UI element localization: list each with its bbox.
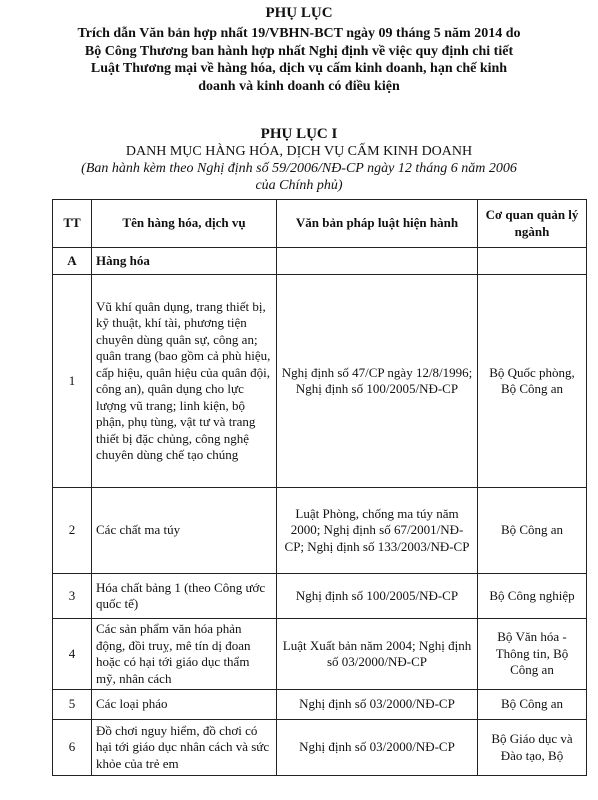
row-law: Luật Phòng, chống ma túy năm 2000; Nghị định số 67/2001/NĐ-CP; Nghị định số 133/2003/NĐ-CP	[277, 488, 478, 574]
issuance-note	[60, 160, 538, 194]
row-agency: Bộ Văn hóa - Thông tin, Bộ Công an	[478, 619, 587, 690]
table-row	[53, 574, 587, 619]
header-law: Văn bản pháp luật hiện hành	[277, 200, 478, 248]
appendix-title: PHỤ LỤC I	[260, 126, 338, 142]
row-law: Nghị định số 03/2000/NĐ-CP	[277, 720, 478, 776]
header-tt: TT	[53, 200, 92, 248]
row-name: Vũ khí quân dụng, trang thiết bị, kỹ thuật, khí tài, phương tiện chuyên dùng quân sự, công an; quân trang (bao gồm cả phù hiệu, cấp hiệu, quân hiệu của quân đội, công an), quân dụng cho lực lượng vũ trang; linh kiện, bộ phận, phụ tùng, vật tư và trang thiết bị đặc chủng, công nghệ chuyên dùng chế tạo chúng	[92, 275, 277, 488]
row-law: Nghị định số 100/2005/NĐ-CP	[277, 574, 478, 619]
subtitle-line: Trích dẫn Văn bản hợp nhất 19/VBHN-BCT ngày 09 tháng 5 năm 2014 do	[77, 26, 521, 41]
row-agency: Bộ Công an	[478, 690, 587, 720]
row-law: Nghị định số 47/CP ngày 12/8/1996; Nghị định số 100/2005/NĐ-CP	[277, 275, 478, 488]
header-agency: Cơ quan quản lý ngành	[478, 200, 587, 248]
row-law: Nghị định số 03/2000/NĐ-CP	[277, 690, 478, 720]
document-subtitle	[40, 25, 558, 95]
row-law: Luật Xuất bản năm 2004; Nghị định số 03/2000/NĐ-CP	[277, 619, 478, 690]
table-row	[53, 275, 587, 488]
row-name: Các loại pháo	[92, 690, 277, 720]
row-tt: 5	[53, 690, 92, 720]
note-line: (Ban hành kèm theo Nghị định số 59/2006/NĐ-CP ngày 12 tháng 6 năm 2006	[81, 161, 517, 176]
header-name: Tên hàng hóa, dịch vụ	[92, 200, 277, 248]
document-title: PHỤ LỤC	[265, 5, 333, 21]
row-tt: 6	[53, 720, 92, 776]
row-agency: Bộ Công an	[478, 488, 587, 574]
subtitle-line: Bộ Công Thương ban hành hợp nhất Nghị định về việc quy định chi tiết	[84, 43, 514, 59]
row-tt: 2	[53, 488, 92, 574]
empty-cell	[277, 248, 478, 275]
section-tt: A	[53, 248, 92, 275]
row-tt: 4	[53, 619, 92, 690]
subtitle-line: Luật Thương mại về hàng hóa, dịch vụ cấm kinh doanh, hạn chế kinh	[90, 61, 508, 76]
table-row	[53, 690, 587, 720]
prohibited-goods-table	[52, 199, 587, 776]
row-name: Các sản phẩm văn hóa phản động, đồi truỵ, mê tín dị đoan hoặc có hại tới giáo dục thẩm mỹ, nhân cách	[92, 619, 277, 690]
row-agency: Bộ Quốc phòng, Bộ Công an	[478, 275, 587, 488]
table-header-row	[53, 200, 587, 248]
row-agency: Bộ Công nghiệp	[478, 574, 587, 619]
row-name: Hóa chất bảng 1 (theo Công ước quốc tế)	[92, 574, 277, 619]
row-tt: 3	[53, 574, 92, 619]
empty-cell	[478, 248, 587, 275]
row-tt: 1	[53, 275, 92, 488]
note-line: của Chính phủ)	[255, 178, 343, 193]
subtitle-line: doanh và kinh doanh có điều kiện	[198, 78, 400, 94]
section-name: Hàng hóa	[92, 248, 277, 275]
table-row	[53, 619, 587, 690]
row-agency: Bộ Giáo dục và Đào tạo, Bộ	[478, 720, 587, 776]
row-name: Đồ chơi nguy hiểm, đồ chơi có hại tới giáo dục nhân cách và sức khỏe của trẻ em	[92, 720, 277, 776]
section-row	[53, 248, 587, 275]
list-title: DANH MỤC HÀNG HÓA, DỊCH VỤ CẤM KINH DOANH	[125, 144, 473, 159]
table-row	[53, 488, 587, 574]
table-row	[53, 720, 587, 776]
row-name: Các chất ma túy	[92, 488, 277, 574]
